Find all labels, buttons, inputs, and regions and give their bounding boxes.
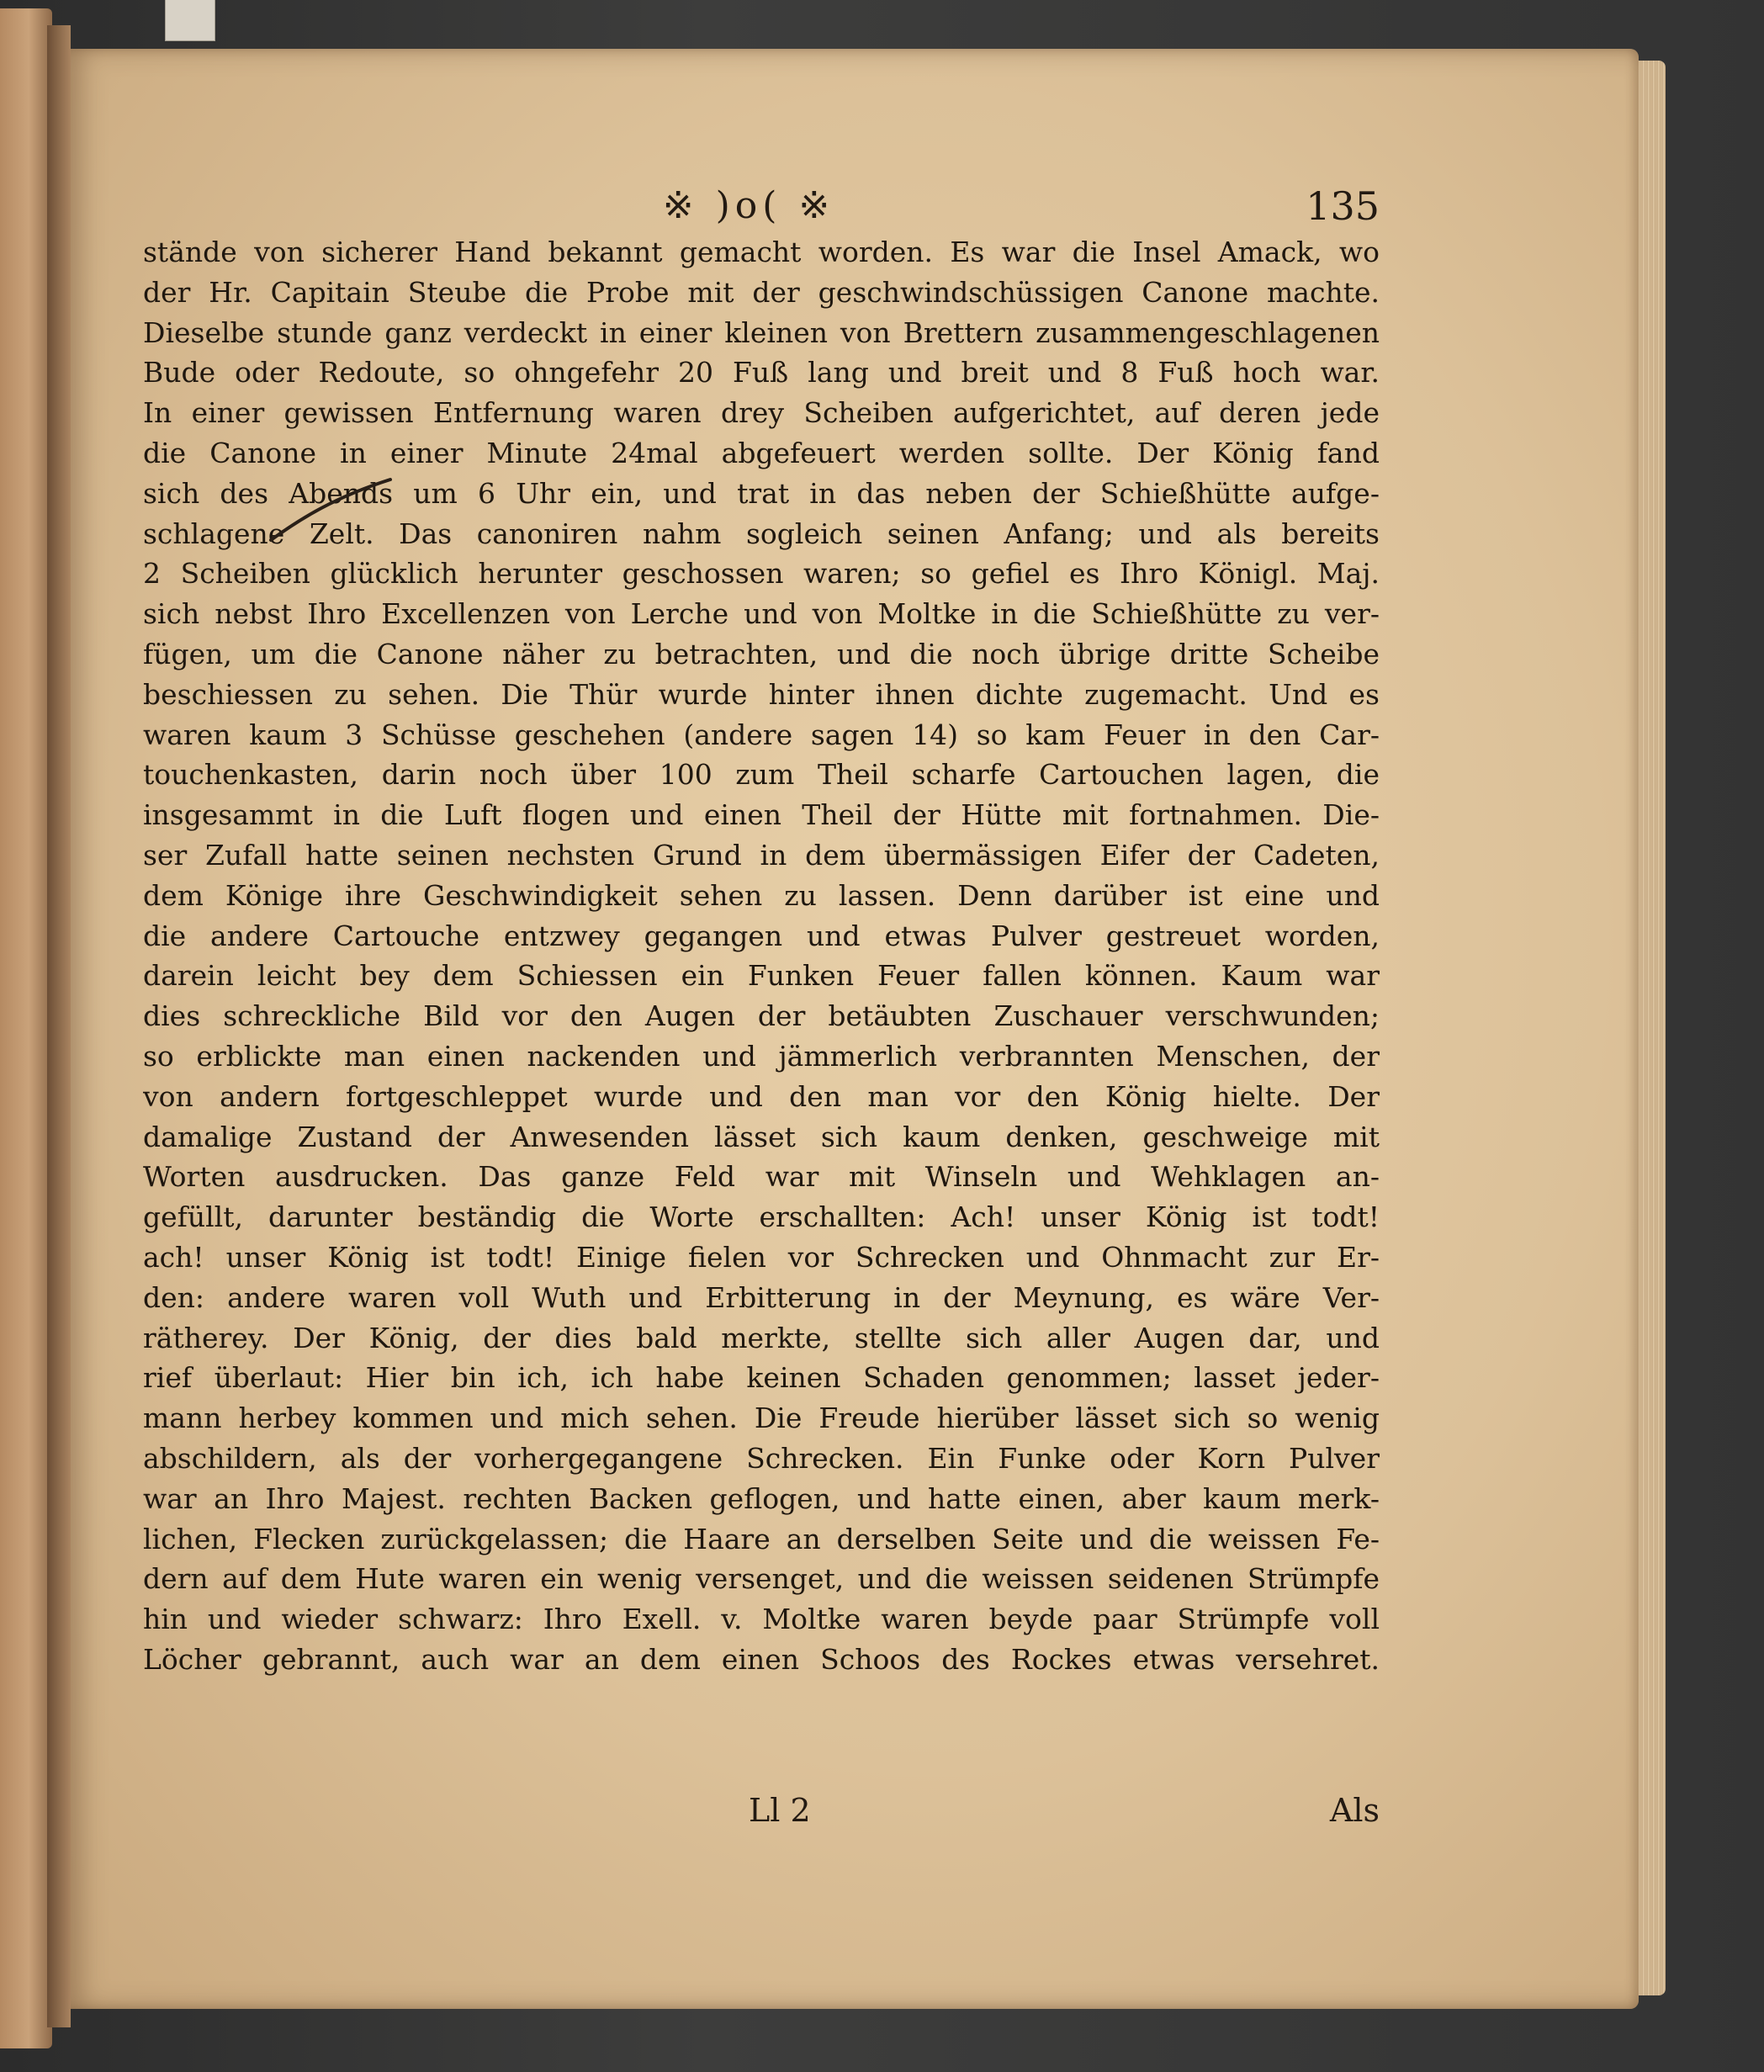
header-ornament: ※ )o( ※	[662, 184, 835, 227]
text-line: damalige Zustand der Anwesenden lässet sich kaum denken, geschweige mit	[143, 1120, 1380, 1153]
text-line: hin und wieder schwarz: Ihro Exell. v. Moltke waren beyde paar Strümpfe voll	[143, 1603, 1380, 1636]
text-line: Dieselbe stunde ganz verdeckt in einer kleinen von Brettern zusammengeschlagenen	[143, 315, 1380, 349]
text-line: insgesammt in die Luft flogen und einen Theil der Hütte mit fortnahmen. Die-	[143, 798, 1380, 832]
text-line: sich des Abends um 6 Uhr ein, und trat in das neben der Schießhütte aufge-	[143, 476, 1380, 510]
text-line: mann herbey kommen und mich sehen. Die Freude hierüber lässet sich so wenig	[143, 1402, 1380, 1435]
ink-stroke-mark	[268, 476, 394, 543]
text-line: darein leicht bey dem Schiessen ein Funken Feuer fallen können. Kaum war	[143, 959, 1380, 993]
text-line: den: andere waren voll Wuth und Erbitterung in der Meynung, es wäre Ver-	[143, 1280, 1380, 1314]
text-line: waren kaum 3 Schüsse geschehen (andere sagen 14) so kam Feuer in den Car-	[143, 718, 1380, 751]
text-line: war an Ihro Majest. rechten Backen geflogen, und hatte einen, aber kaum merk-	[143, 1481, 1380, 1515]
facing-page-edge	[0, 8, 52, 2048]
running-header	[143, 181, 1380, 231]
text-line: der Hr. Capitain Steube die Probe mit der geschwindschüssigen Canone machte.	[143, 275, 1380, 309]
text-line: so erblickte man einen nackenden und jämmerlich verbrannten Menschen, der	[143, 1039, 1380, 1073]
text-line: fügen, um die Canone näher zu betrachten, und die noch übrige dritte Scheibe	[143, 637, 1380, 670]
text-line: In einer gewissen Entfernung waren drey Scheiben aufgerichtet, auf deren jede	[143, 396, 1380, 430]
text-line: dies schreckliche Bild vor den Augen der betäubten Zuschauer verschwunden;	[143, 999, 1380, 1033]
text-line: Worten ausdrucken. Das ganze Feld war mit Winseln und Wehklagen an-	[143, 1160, 1380, 1194]
text-line: Löcher gebrannt, auch war an dem einen Schoos des Rockes etwas versehret.	[143, 1642, 1380, 1676]
text-line: dern auf dem Hute waren ein wenig versenget, und die weissen seidenen Strümpfe	[143, 1562, 1380, 1596]
library-tab	[165, 0, 215, 41]
signature-mark: Ll 2	[749, 1792, 811, 1829]
text-line: gefüllt, darunter beständig die Worte erschallten: Ach! unser König ist todt!	[143, 1200, 1380, 1234]
text-line: die andere Cartouche entzwey gegangen und etwas Pulver gestreuet worden,	[143, 919, 1380, 952]
text-line: ach! unser König ist todt! Einige fielen vor Schrecken und Ohnmacht zur Er-	[143, 1240, 1380, 1274]
text-line: touchenkasten, darin noch über 100 zum Theil scharfe Cartouchen lagen, die	[143, 758, 1380, 792]
body-text	[143, 232, 1380, 1680]
catchword: Als	[1329, 1792, 1380, 1829]
text-line: rief überlaut: Hier bin ich, ich habe keinen Schaden genommen; lasset jeder-	[143, 1361, 1380, 1395]
text-line: stände von sicherer Hand bekannt gemacht worden. Es war die Insel Amack, wo	[143, 236, 1380, 268]
text-line: beschiessen zu sehen. Die Thür wurde hinter ihnen dichte zugemacht. Und es	[143, 677, 1380, 711]
text-line: sich nebst Ihro Excellenzen von Lerche und von Moltke in die Schießhütte zu ver-	[143, 597, 1380, 631]
text-line: rätherey. Der König, der dies bald merkte, stellte sich aller Augen dar, und	[143, 1321, 1380, 1354]
text-line: dem Könige ihre Geschwindigkeit sehen zu lassen. Denn darüber ist eine und	[143, 878, 1380, 912]
text-line: schlagene Zelt. Das canoniren nahm sogleich seinen Anfang; und als bereits	[143, 517, 1380, 550]
text-line: abschildern, als der vorhergegangene Schrecken. Ein Funke oder Korn Pulver	[143, 1441, 1380, 1475]
page-number: 135	[1306, 183, 1380, 229]
text-line: 2 Scheiben glücklich herunter geschossen waren; so gefiel es Ihro Königl. Maj.	[143, 557, 1380, 591]
text-line: Bude oder Redoute, so ohngefehr 20 Fuß lang und breit und 8 Fuß hoch war.	[143, 356, 1380, 389]
text-line: ser Zufall hatte seinen nechsten Grund in dem übermässigen Eifer der Cadeten,	[143, 838, 1380, 872]
book-gutter	[47, 25, 71, 2027]
text-line: von andern fortgeschleppet wurde und den man vor den König hielte. Der	[143, 1079, 1380, 1113]
text-line: lichen, Flecken zurückgelassen; die Haare an derselben Seite und die weissen Fe-	[143, 1522, 1380, 1555]
text-line: die Canone in einer Minute 24mal abgefeuert werden sollte. Der König fand	[143, 436, 1380, 469]
